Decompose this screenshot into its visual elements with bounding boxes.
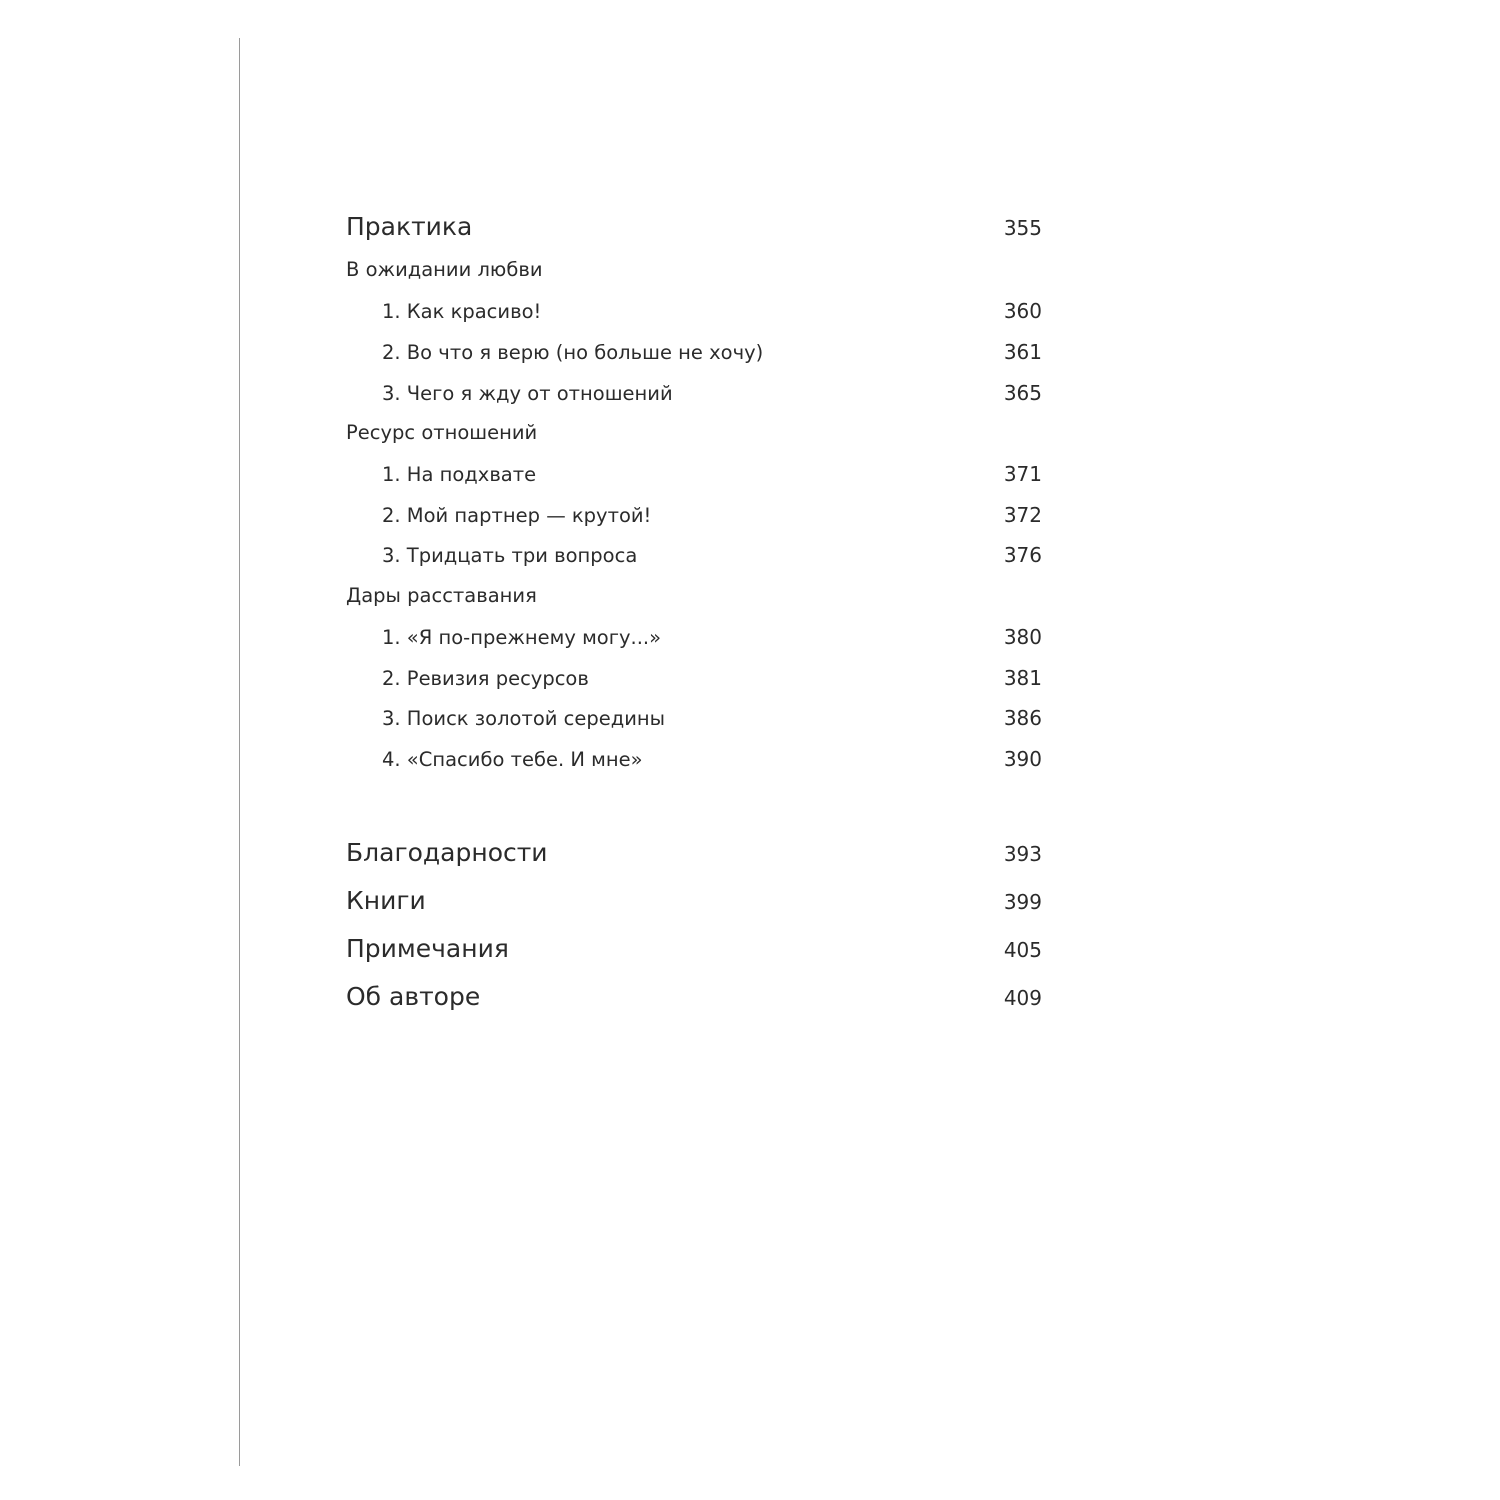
- toc-entry-practice[interactable]: [346, 212, 1042, 241]
- toc-entry-page: 390: [1003, 747, 1042, 771]
- toc-section-gifts[interactable]: [346, 584, 1042, 607]
- toc-section-resource[interactable]: [346, 421, 1042, 444]
- toc-entry[interactable]: [346, 666, 1042, 690]
- toc-entry-label: 3. Поиск золотой середины: [382, 707, 666, 730]
- toc-entry-label: 1. Как красиво!: [382, 300, 542, 323]
- toc-entry-page: 386: [1003, 706, 1042, 730]
- toc-entry[interactable]: [346, 543, 1042, 567]
- toc-entry-label: 4. «Спасибо тебе. И мне»: [382, 748, 643, 771]
- toc-entry-page: 360: [1003, 299, 1042, 323]
- toc-entry-page: 376: [1003, 543, 1042, 567]
- toc-entry-label: 1. На подхвате: [382, 463, 537, 486]
- toc-entry-page: 371: [1003, 462, 1042, 486]
- toc-entry-page: 380: [1003, 625, 1042, 649]
- toc-entry-label: 2. Во что я верю (но больше не хочу): [382, 341, 764, 364]
- toc-entry[interactable]: [346, 462, 1042, 486]
- toc-entry-notes[interactable]: [346, 934, 1042, 963]
- toc-entry-label: Примечания: [346, 934, 509, 963]
- toc-entry-page: 405: [1003, 938, 1042, 962]
- toc-entry[interactable]: [346, 706, 1042, 730]
- toc-entry-label: 2. Мой партнер — крутой!: [382, 504, 652, 527]
- toc-entry[interactable]: [346, 625, 1042, 649]
- toc-entry[interactable]: [346, 747, 1042, 771]
- toc-entry-about-author[interactable]: [346, 982, 1042, 1011]
- toc-entry-label: Благодарности: [346, 838, 548, 867]
- toc-entry-page: 393: [1003, 842, 1042, 866]
- toc-entry[interactable]: [346, 340, 1042, 364]
- toc-entry-label: 1. «Я по-прежнему могу...»: [382, 626, 662, 649]
- toc-entry-page: 372: [1003, 503, 1042, 527]
- toc-entry-label: 3. Чего я жду от отношений: [382, 382, 673, 405]
- toc-entry-label: Об авторе: [346, 982, 481, 1011]
- toc-section-label: Ресурс отношений: [346, 421, 538, 444]
- toc-entry-acknowledgements[interactable]: [346, 838, 1042, 867]
- toc-entry-page: 361: [1003, 340, 1042, 364]
- toc-entry-books[interactable]: [346, 886, 1042, 915]
- toc-entry-label: 3. Тридцать три вопроса: [382, 544, 638, 567]
- page-spine-line: [239, 38, 240, 1466]
- toc-entry[interactable]: [346, 299, 1042, 323]
- toc-entry[interactable]: [346, 503, 1042, 527]
- toc-entry-label: Практика: [346, 212, 473, 241]
- toc-entry-page: 409: [1003, 986, 1042, 1010]
- toc-entry-page: 381: [1003, 666, 1042, 690]
- toc-entry[interactable]: [346, 381, 1042, 405]
- toc-section-waiting[interactable]: [346, 258, 1042, 281]
- toc-entry-page: 399: [1003, 890, 1042, 914]
- toc-entry-page: 355: [1003, 216, 1042, 240]
- toc-section-label: В ожидании любви: [346, 258, 543, 281]
- toc-section-label: Дары расставания: [346, 584, 537, 607]
- toc-entry-page: 365: [1003, 381, 1042, 405]
- toc-entry-label: 2. Ревизия ресурсов: [382, 667, 589, 690]
- toc-entry-label: Книги: [346, 886, 426, 915]
